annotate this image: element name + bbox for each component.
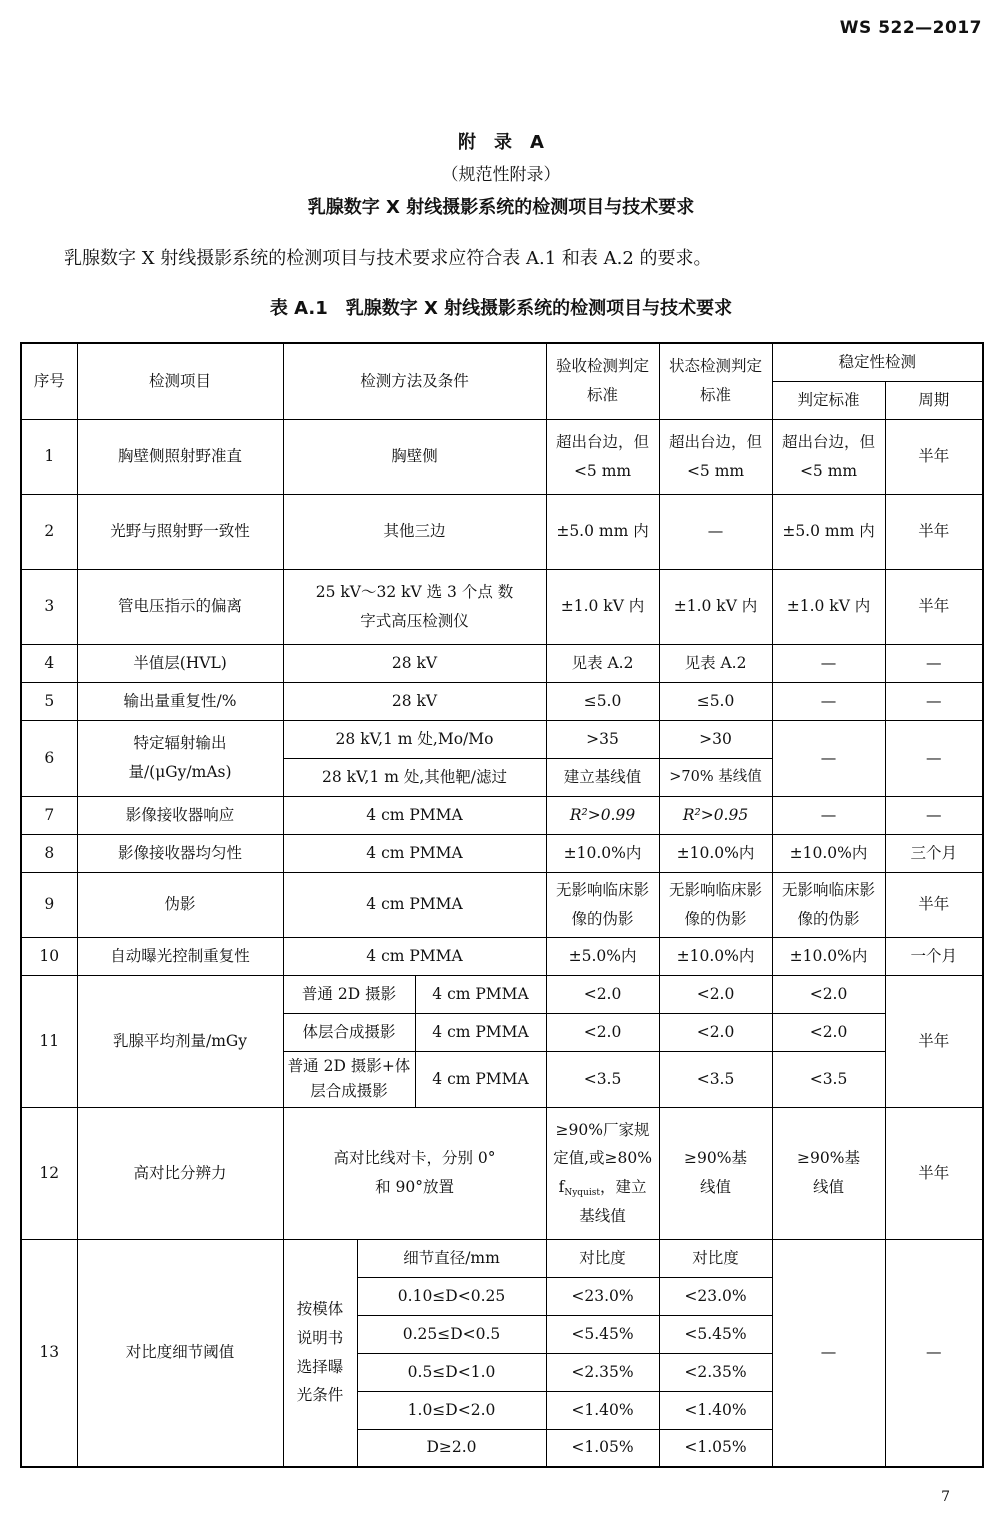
row-period: 三个月 bbox=[885, 834, 983, 872]
row-period: — bbox=[885, 720, 983, 796]
row-method: 28 kV bbox=[283, 682, 546, 720]
row-accept: 建立基线值 bbox=[546, 758, 659, 796]
row-status: 超出台边，但<5 mm bbox=[659, 419, 772, 494]
row-period: 半年 bbox=[885, 872, 983, 937]
row-status: 无影响临床影像的伪影 bbox=[659, 872, 772, 937]
row-contrast-header: 对比度 bbox=[546, 1239, 659, 1277]
row-status: ±1.0 kV 内 bbox=[659, 569, 772, 644]
row-accept: <2.0 bbox=[546, 975, 659, 1013]
row-period: 一个月 bbox=[885, 937, 983, 975]
standard-number: WS 522—2017 bbox=[839, 18, 982, 38]
row-accept: <1.05% bbox=[546, 1429, 659, 1467]
row-method: 4 cm PMMA bbox=[283, 834, 546, 872]
row-item: 乳腺平均剂量/mGy bbox=[77, 975, 283, 1107]
row-item: 输出量重复性/% bbox=[77, 682, 283, 720]
table-caption: 表 A.1 乳腺数字 X 射线摄影系统的检测项目与技术要求 bbox=[269, 298, 733, 319]
row-status: <2.0 bbox=[659, 1013, 772, 1051]
col-method: 检测方法及条件 bbox=[283, 343, 546, 419]
row-method: 4 cm PMMA bbox=[283, 937, 546, 975]
row-status: — bbox=[659, 494, 772, 569]
row-stab-std: 超出台边，但<5 mm bbox=[772, 419, 885, 494]
row-accept: ±5.0 mm 内 bbox=[546, 494, 659, 569]
row-no: 4 bbox=[21, 644, 77, 682]
row-accept: >35 bbox=[546, 720, 659, 758]
row-method: 胸壁侧 bbox=[283, 419, 546, 494]
col-accept: 验收检测判定标准 bbox=[546, 343, 659, 419]
row-no: 10 bbox=[21, 937, 77, 975]
row-status: ±10.0%内 bbox=[659, 937, 772, 975]
row-diameter: 0.25≤D<0.5 bbox=[357, 1315, 546, 1353]
row-accept: R²>0.99 bbox=[546, 796, 659, 834]
row-status: >70% 基线值 bbox=[659, 758, 772, 796]
table-row bbox=[21, 796, 983, 834]
row-no: 5 bbox=[21, 682, 77, 720]
row-method: 其他三边 bbox=[283, 494, 546, 569]
row-stab-std: — bbox=[772, 796, 885, 834]
table-row bbox=[21, 1239, 983, 1277]
row-accept: ±5.0%内 bbox=[546, 937, 659, 975]
row-accept: <23.0% bbox=[546, 1277, 659, 1315]
row-phantom: 4 cm PMMA bbox=[415, 975, 546, 1013]
row-accept: ±1.0 kV 内 bbox=[546, 569, 659, 644]
col-stability: 稳定性检测 bbox=[772, 343, 983, 381]
requirements-table bbox=[20, 342, 984, 1468]
row-status: ≤5.0 bbox=[659, 682, 772, 720]
row-status: <5.45% bbox=[659, 1315, 772, 1353]
header-row bbox=[21, 343, 983, 381]
row-stab-std: ±1.0 kV 内 bbox=[772, 569, 885, 644]
row-no: 12 bbox=[21, 1107, 77, 1239]
table-row bbox=[21, 975, 983, 1013]
row-no: 2 bbox=[21, 494, 77, 569]
row-no: 8 bbox=[21, 834, 77, 872]
row-period: — bbox=[885, 682, 983, 720]
row-accept: 超出台边，但<5 mm bbox=[546, 419, 659, 494]
row-mode: 普通 2D 摄影 bbox=[283, 975, 415, 1013]
row-status: 见表 A.2 bbox=[659, 644, 772, 682]
row-diameter: 0.10≤D<0.25 bbox=[357, 1277, 546, 1315]
table-row bbox=[21, 834, 983, 872]
table-row bbox=[21, 419, 983, 494]
col-status: 状态检测判定标准 bbox=[659, 343, 772, 419]
row-status: <23.0% bbox=[659, 1277, 772, 1315]
row-stab-std: ±10.0%内 bbox=[772, 834, 885, 872]
col-seq: 序号 bbox=[21, 343, 77, 419]
row-no: 13 bbox=[21, 1239, 77, 1467]
row-period: 半年 bbox=[885, 494, 983, 569]
row-status: <2.35% bbox=[659, 1353, 772, 1391]
col-item: 检测项目 bbox=[77, 343, 283, 419]
row-status: ±10.0%内 bbox=[659, 834, 772, 872]
intro-paragraph: 乳腺数字 X 射线摄影系统的检测项目与技术要求应符合表 A.1 和表 A.2 的要求。 bbox=[64, 248, 712, 269]
appendix-title: 附 录 A bbox=[458, 132, 544, 153]
row-status: <2.0 bbox=[659, 975, 772, 1013]
table-row bbox=[21, 872, 983, 937]
row-stab-std: — bbox=[772, 644, 885, 682]
row-item: 特定辐射输出量/(μGy/mAs) bbox=[77, 720, 283, 796]
table-row bbox=[21, 720, 983, 758]
row-method: 28 kV bbox=[283, 644, 546, 682]
row-accept: ±10.0%内 bbox=[546, 834, 659, 872]
row-mode: 普通 2D 摄影+体层合成摄影 bbox=[283, 1051, 415, 1107]
row-item: 高对比分辨力 bbox=[77, 1107, 283, 1239]
row-item: 影像接收器响应 bbox=[77, 796, 283, 834]
row-contrast-header: 对比度 bbox=[659, 1239, 772, 1277]
row-stab-std: <2.0 bbox=[772, 1013, 885, 1051]
row-no: 1 bbox=[21, 419, 77, 494]
row-period: 半年 bbox=[885, 1107, 983, 1239]
row-accept: ≤5.0 bbox=[546, 682, 659, 720]
row-stab-std: — bbox=[772, 1239, 885, 1467]
row-stab-std: ±10.0%内 bbox=[772, 937, 885, 975]
table-row bbox=[21, 494, 983, 569]
row-item: 自动曝光控制重复性 bbox=[77, 937, 283, 975]
row-accept: 见表 A.2 bbox=[546, 644, 659, 682]
row-stab-std: — bbox=[772, 682, 885, 720]
row-no: 7 bbox=[21, 796, 77, 834]
row-phantom: 4 cm PMMA bbox=[415, 1051, 546, 1107]
row-method: 4 cm PMMA bbox=[283, 872, 546, 937]
row-period: — bbox=[885, 644, 983, 682]
row-condition: 按模体说明书选择曝光条件 bbox=[283, 1239, 357, 1467]
row-diameter: 1.0≤D<2.0 bbox=[357, 1391, 546, 1429]
row-period: 半年 bbox=[885, 569, 983, 644]
row-method: 高对比线对卡，分别 0°和 90°放置 bbox=[283, 1107, 546, 1239]
row-method: 25 kV～32 kV 选 3 个点 数字式高压检测仪 bbox=[283, 569, 546, 644]
col-stab-std: 判定标准 bbox=[772, 381, 885, 419]
row-status: >30 bbox=[659, 720, 772, 758]
appendix-subtitle: （规范性附录） bbox=[441, 165, 561, 185]
table-row bbox=[21, 1107, 983, 1239]
row-item: 伪影 bbox=[77, 872, 283, 937]
row-accept: ≥90%厂家规定值,或≥80% $f_{Nyquist}$，建立基线值 bbox=[546, 1107, 659, 1239]
row-item: 管电压指示的偏离 bbox=[77, 569, 283, 644]
row-accept: <2.35% bbox=[546, 1353, 659, 1391]
row-no: 11 bbox=[21, 975, 77, 1107]
row-detail-header: 细节直径/mm bbox=[357, 1239, 546, 1277]
row-accept: <2.0 bbox=[546, 1013, 659, 1051]
row-stab-std: <2.0 bbox=[772, 975, 885, 1013]
row-accept: <1.40% bbox=[546, 1391, 659, 1429]
row-no: 6 bbox=[21, 720, 77, 796]
row-accept: 无影响临床影像的伪影 bbox=[546, 872, 659, 937]
page-number: 7 bbox=[941, 1489, 950, 1505]
row-status: <1.05% bbox=[659, 1429, 772, 1467]
row-status: <3.5 bbox=[659, 1051, 772, 1107]
row-method: 28 kV,1 m 处,其他靶/滤过 bbox=[283, 758, 546, 796]
row-phantom: 4 cm PMMA bbox=[415, 1013, 546, 1051]
row-status: <1.40% bbox=[659, 1391, 772, 1429]
row-stab-std: ≥90%基线值 bbox=[772, 1107, 885, 1239]
table-row bbox=[21, 937, 983, 975]
row-diameter: 0.5≤D<1.0 bbox=[357, 1353, 546, 1391]
row-no: 9 bbox=[21, 872, 77, 937]
row-stab-std: ±5.0 mm 内 bbox=[772, 494, 885, 569]
row-item: 光野与照射野一致性 bbox=[77, 494, 283, 569]
row-stab-std: 无影响临床影像的伪影 bbox=[772, 872, 885, 937]
appendix-heading: 乳腺数字 X 射线摄影系统的检测项目与技术要求 bbox=[307, 197, 695, 218]
col-stab-period: 周期 bbox=[885, 381, 983, 419]
row-stab-std: <3.5 bbox=[772, 1051, 885, 1107]
row-period: — bbox=[885, 796, 983, 834]
row-method: 4 cm PMMA bbox=[283, 796, 546, 834]
row-mode: 体层合成摄影 bbox=[283, 1013, 415, 1051]
row-status: ≥90%基线值 bbox=[659, 1107, 772, 1239]
row-accept: <5.45% bbox=[546, 1315, 659, 1353]
table-row bbox=[21, 644, 983, 682]
row-method: 28 kV,1 m 处,Mo/Mo bbox=[283, 720, 546, 758]
row-stab-std: — bbox=[772, 720, 885, 796]
row-period: 半年 bbox=[885, 419, 983, 494]
table-row bbox=[21, 569, 983, 644]
row-item: 对比度细节阈值 bbox=[77, 1239, 283, 1467]
row-period: — bbox=[885, 1239, 983, 1467]
row-diameter: D≥2.0 bbox=[357, 1429, 546, 1467]
row-item: 胸壁侧照射野准直 bbox=[77, 419, 283, 494]
row-item: 半值层(HVL) bbox=[77, 644, 283, 682]
row-period: 半年 bbox=[885, 975, 983, 1107]
row-item: 影像接收器均匀性 bbox=[77, 834, 283, 872]
row-status: R²>0.95 bbox=[659, 796, 772, 834]
row-accept: <3.5 bbox=[546, 1051, 659, 1107]
table-row bbox=[21, 682, 983, 720]
row-no: 3 bbox=[21, 569, 77, 644]
